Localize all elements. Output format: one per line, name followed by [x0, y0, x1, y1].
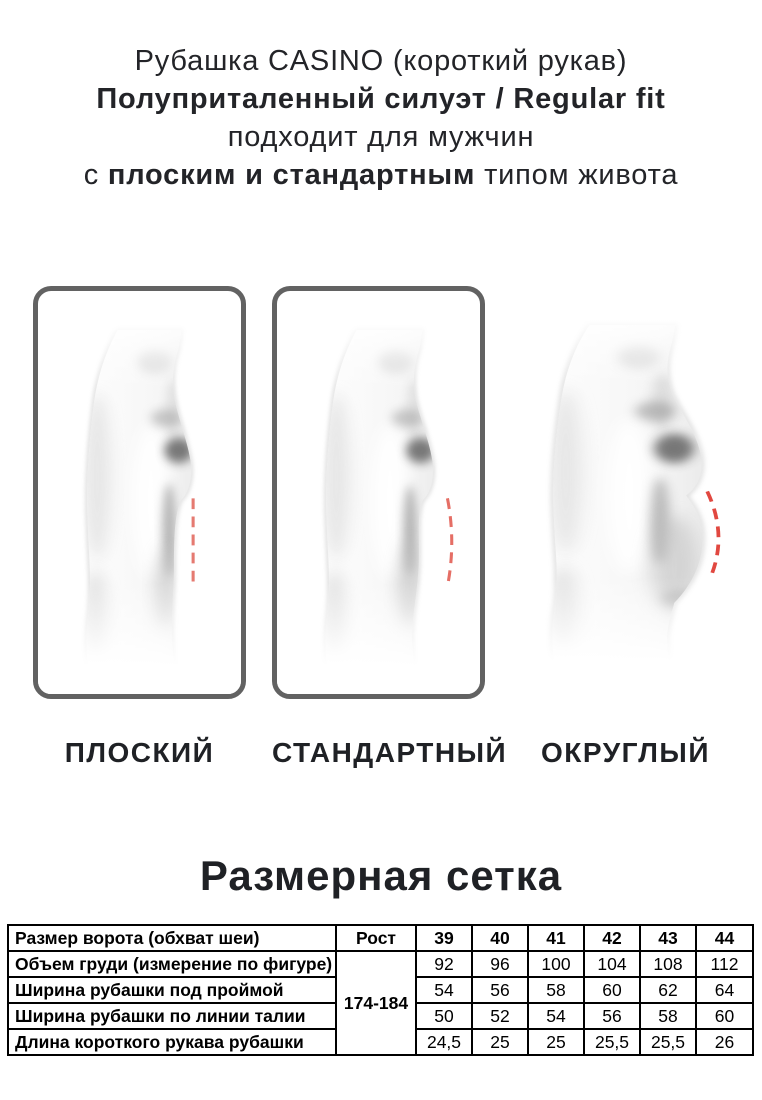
table-cell: 60	[584, 977, 640, 1003]
table-cell: 50	[416, 1003, 472, 1029]
product-title: Рубашка CASINO (короткий рукав)	[134, 45, 628, 77]
table-cell: 108	[640, 951, 696, 977]
standard-belly-label: СТАНДАРТНЫЙ	[272, 737, 508, 768]
standard-belly-panel	[272, 286, 485, 699]
bottom-fade	[495, 577, 745, 689]
round-belly-figure	[495, 286, 745, 699]
growth-value-cell: 174-184	[336, 951, 416, 1055]
top-fade	[277, 318, 480, 388]
table-cell: 112	[696, 951, 753, 977]
size-table	[7, 924, 754, 1056]
table-cell: 92	[416, 951, 472, 977]
bottom-fade	[38, 582, 241, 694]
torso-flat-illustration	[38, 291, 241, 694]
table-cell: 54	[416, 977, 472, 1003]
size-header: 40	[472, 925, 528, 951]
row-label-waist-width: Ширина рубашки по линии талии	[8, 1003, 336, 1029]
table-cell: 56	[472, 977, 528, 1003]
header-block	[0, 42, 762, 194]
table-cell: 25	[472, 1029, 528, 1055]
size-header: 43	[640, 925, 696, 951]
table-header-row	[8, 925, 753, 951]
table-cell: 26	[696, 1029, 753, 1055]
table-row-chest	[8, 951, 753, 977]
table-cell: 25	[528, 1029, 584, 1055]
fit-description-suffix: типом живота	[475, 159, 679, 191]
fit-description-bold: плоским и стандартным	[107, 159, 476, 191]
table-cell: 58	[528, 977, 584, 1003]
row-label-sleeve-length: Длина короткого рукава рубашки	[8, 1029, 336, 1055]
flat-belly-panel	[33, 286, 246, 699]
fit-description-prefix: с	[83, 159, 108, 191]
fit-description-line2	[0, 156, 762, 194]
table-cell: 96	[472, 951, 528, 977]
top-fade	[38, 318, 241, 388]
row-label-armpit-width: Ширина рубашки под проймой	[8, 977, 336, 1003]
table-cell: 58	[640, 1003, 696, 1029]
table-cell: 100	[528, 951, 584, 977]
row-label-chest: Объем груди (измерение по фигуре)	[8, 951, 336, 977]
top-fade	[495, 313, 745, 383]
round-belly-profile-line	[707, 491, 718, 579]
table-cell: 64	[696, 977, 753, 1003]
table-cell: 54	[528, 1003, 584, 1029]
fit-subtitle: Полуприталенный силуэт / Regular fit	[96, 83, 666, 115]
table-cell: 52	[472, 1003, 528, 1029]
fit-description-line1: подходит для мужчин	[227, 121, 535, 153]
table-cell: 56	[584, 1003, 640, 1029]
size-header: 44	[696, 925, 753, 951]
growth-header: Рост	[336, 925, 416, 951]
table-cell: 25,5	[584, 1029, 640, 1055]
flat-belly-label: ПЛОСКИЙ	[64, 737, 215, 768]
round-belly-label: ОКРУГЛЫЙ	[541, 737, 710, 768]
table-cell: 25,5	[640, 1029, 696, 1055]
size-header: 39	[416, 925, 472, 951]
table-cell: 62	[640, 977, 696, 1003]
size-grid-title: Размерная сетка	[199, 852, 563, 899]
table-cell: 24,5	[416, 1029, 472, 1055]
row-label-neck: Размер ворота (обхват шеи)	[8, 925, 336, 951]
standard-belly-profile-line	[447, 498, 451, 586]
torso-round-illustration	[495, 286, 745, 689]
bottom-fade	[277, 582, 480, 694]
table-cell: 104	[584, 951, 640, 977]
size-header: 42	[584, 925, 640, 951]
table-cell: 60	[696, 1003, 753, 1029]
size-header: 41	[528, 925, 584, 951]
torso-standard-illustration	[277, 291, 480, 694]
